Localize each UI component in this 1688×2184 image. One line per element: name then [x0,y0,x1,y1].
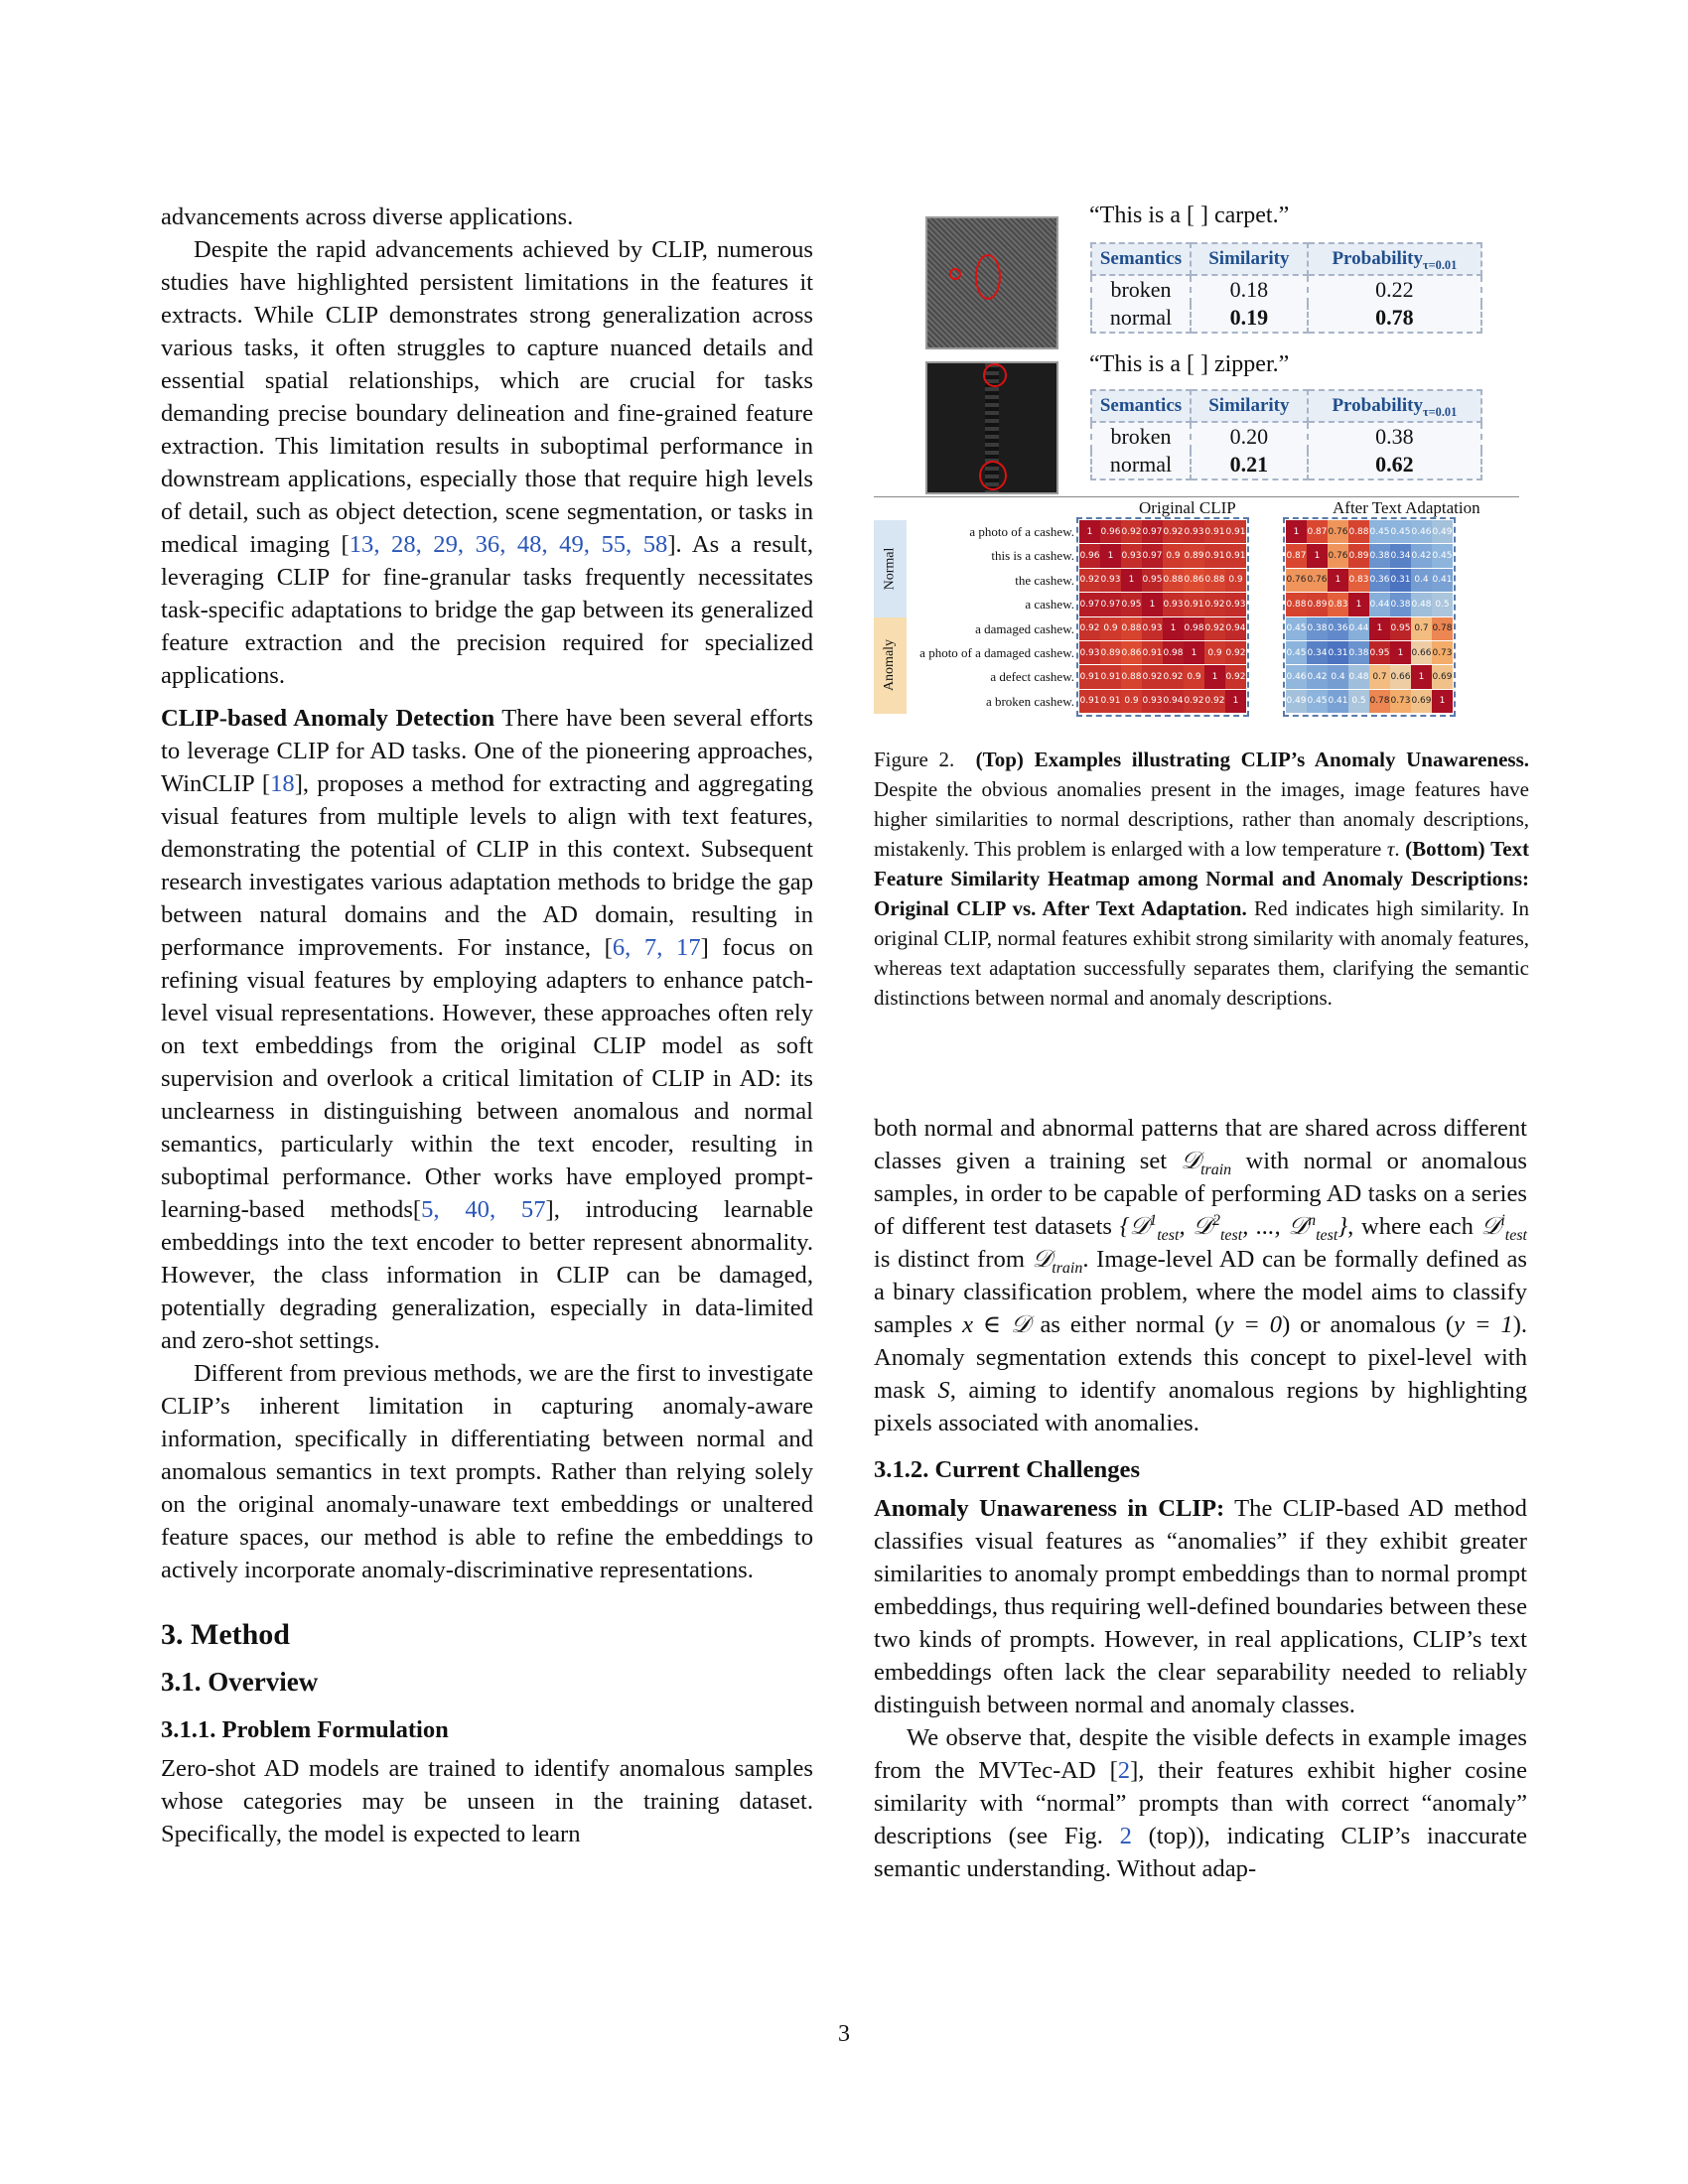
heatmap-cell-original: 0.92 [1163,520,1184,543]
heatmap-cell-adapted: 0.76 [1307,569,1328,592]
heatmap-cell-original: 0.86 [1184,569,1204,592]
paragraph: Zero-shot AD models are trained to identify anomalous samples whose categories may be unseen in the training dataset. Specifically, the model is expected to learn [161,1755,813,1847]
heatmap-cell-original: 0.88 [1121,665,1142,688]
heatmap-cell-adapted: 1 [1432,690,1453,713]
heatmap-cell-original: 0.9 [1225,569,1246,592]
heatmap-cell-adapted: 1 [1348,593,1369,615]
heatmap-cell-original: 0.9 [1184,665,1204,688]
page-number: 3 [838,2021,850,2047]
heatmap-cell-original: 0.92 [1225,665,1246,688]
heatmap-cell-adapted: 0.95 [1369,641,1390,664]
heatmap-cell-adapted: 1 [1307,544,1328,567]
heatmap-cell-adapted: 0.34 [1390,544,1411,567]
paragraph: Different from previous methods, we are the first to investigate CLIP’s inherent limitation in capturing anomaly-aware information, specifically in differentiating between normal and anomalous semantics in text prompts. Rather than relying solely on the original anomaly-unaware text embeddings or unaltered feature spaces, our method is able to refine the embeddings to actively incorporate anomaly-discriminative representations. [161,1360,813,1583]
heatmap-cell-original: 0.92 [1184,690,1204,713]
heatmap-cell-adapted: 0.5 [1432,593,1453,615]
heatmap-cell-adapted: 0.7 [1411,617,1432,640]
heatmap-cell-adapted: 0.76 [1286,569,1307,592]
heatmap-frame [1076,517,1249,717]
heatmap-group-label: Anomaly [882,639,898,692]
heatmap-cell-adapted: 0.66 [1390,665,1411,688]
heatmap-cell-original: 1 [1121,569,1142,592]
paragraph: We observe that, despite the visible defects in example images from the MVTec-AD [2], their features exhibit higher cosine similarity with “normal” prompts than with correct “anomaly” descriptions (see Fig. 2 (top)), indicating CLIP’s inaccurate semantic understanding. Without adap- [874,1724,1527,1882]
heatmap-cell-adapted: 0.87 [1307,520,1328,543]
zipper-similarity-table: Semantics Similarity Probability$_{\tau=0.01}$ broken 0.20 0.38 normal 0.21 0.62 [1090,389,1482,480]
heatmap-cell-adapted: 0.89 [1307,593,1328,615]
heatmap-group-label: Normal [882,547,898,591]
subsection-heading: 3.1. Overview [161,1667,319,1697]
right-column [874,1112,1527,1885]
col-header: Probability$_{\tau=0.01}$ [1308,243,1481,275]
heatmap-cell-original: 0.88 [1121,617,1142,640]
left-column [161,201,813,1850]
section-heading: 3. Method [161,1618,290,1651]
heatmap-cell-adapted: 0.89 [1348,544,1369,567]
heatmap-cell-original: 1 [1079,520,1100,543]
citation-link[interactable]: 6, 7, 17 [612,934,701,961]
col-header: Probability$_{\tau=0.01}$ [1308,390,1481,422]
heatmap-cell-adapted: 0.45 [1432,544,1453,567]
heatmap-cell-original: 0.93 [1142,690,1163,713]
heatmap-cell-adapted: 0.78 [1432,617,1453,640]
heatmap-cell-original: 0.91 [1225,520,1246,543]
heatmap-cell-adapted: 0.95 [1390,617,1411,640]
heatmap-cell-original: 0.89 [1184,544,1204,567]
heatmap-cell-adapted: 0.7 [1369,665,1390,688]
heatmap-cell-adapted: 0.45 [1369,520,1390,543]
heatmap-cell-original: 0.97 [1079,593,1100,615]
heatmap-cell-adapted: 1 [1390,641,1411,664]
heatmap-cell-adapted: 0.42 [1307,665,1328,688]
citation-link[interactable]: 5, 40, 57 [421,1196,546,1223]
defect-marker [949,268,961,280]
heatmap-frame [1283,517,1456,717]
zipper-prompt: “This is a [ ] zipper.” [1089,351,1290,377]
heatmap-cell-adapted: 0.41 [1328,690,1348,713]
heatmap-cell-adapted: 0.44 [1369,593,1390,615]
heatmap-cell-adapted: 0.49 [1286,690,1307,713]
heatmap-cell-adapted: 0.66 [1411,641,1432,664]
heatmap-cell-original: 0.92 [1204,593,1225,615]
heatmap-cell-original: 0.9 [1100,617,1121,640]
heatmap-cell-original: 0.93 [1142,617,1163,640]
col-header: Semantics [1091,390,1191,422]
heatmap-cell-adapted: 0.48 [1411,593,1432,615]
heatmap-cell-adapted: 0.46 [1286,665,1307,688]
heatmap-cell-original: 0.92 [1225,641,1246,664]
carpet-prompt: “This is a [ ] carpet.” [1089,203,1290,228]
heatmap-cell-original: 0.92 [1204,690,1225,713]
carpet-similarity-table: Semantics Similarity Probability$_{\tau=0.01}$ broken 0.18 0.22 normal 0.19 0.78 [1090,242,1482,334]
heatmap-cell-adapted: 0.38 [1348,641,1369,664]
carpet-image [925,216,1058,349]
heatmap-cell-original: 0.95 [1121,593,1142,615]
citation-link[interactable]: 2 [1117,1757,1131,1784]
heatmap-cell-adapted: 1 [1369,617,1390,640]
defect-marker [979,461,1007,490]
heatmap-cell-adapted: 0.45 [1286,617,1307,640]
heatmap-row-label: a photo of a damaged cashew. [919,645,1074,660]
heatmap-cell-adapted: 0.46 [1411,520,1432,543]
heatmap-cell-adapted: 0.76 [1328,544,1348,567]
paragraph: advancements across diverse applications. [161,204,574,230]
heatmap-cell-original: 0.98 [1184,617,1204,640]
heatmap-cell-original: 0.91 [1079,690,1100,713]
heatmap-cell-original: 0.97 [1100,593,1121,615]
heatmap-cell-original: 0.88 [1163,569,1184,592]
heatmap-cell-adapted: 1 [1286,520,1307,543]
heatmap-cell-original: 0.94 [1163,690,1184,713]
defect-marker [983,363,1007,387]
heatmap-row-label: the cashew. [1015,572,1074,588]
heatmap-row-label: a defect cashew. [990,669,1074,685]
heatmap-row-label: a photo of a cashew. [969,524,1074,539]
heatmap-cell-adapted: 0.69 [1432,665,1453,688]
paragraph: Despite the rapid advancements achieved by CLIP, numerous studies have highlighted persistent limitations in the features it extracts. While CLIP demonstrates strong generalization across various tasks, it often struggles to capture nuanced details and essential spatial relationships, which are crucial for tasks demanding precise boundary delineation and fine-grained feature extraction. This limitation results in suboptimal performance in downstream applications, especially those that require high levels of detail, such as object detection, scene segmentation, or tasks in medical imaging [13, 28, 29, 36, 48, 49, 55, 58]. As a result, leveraging CLIP for fine-granular tasks frequently necessitates task-specific adaptations to bridge the gap between its generalized feature extraction and the precision required for specialized applications. [161,236,813,689]
heatmap-cell-original: 0.93 [1163,593,1184,615]
heatmap-cell-original: 1 [1225,690,1246,713]
heatmap-cell-adapted: 0.87 [1286,544,1307,567]
heatmap-cell-original: 1 [1100,544,1121,567]
citation-link[interactable]: 13, 28, 29, 36, 48, 49, 55, 58 [349,531,668,558]
heatmap-cell-adapted: 0.45 [1286,641,1307,664]
figure-caption: Figure 2. (Top) Examples illustrating CLIP’s Anomaly Unawareness. Despite the obvious anomalies present in the images, image features have higher similarities to normal descriptions, rather than anomaly descriptions, mistakenly. This problem is enlarged with a low temperature τ. (Bottom) Text Feature Similarity Heatmap among Normal and Anomaly Descriptions: Original CLIP vs. After Text Adaptation. Red indicates high similarity. In original CLIP, normal features exhibit strong similarity with anomaly features, whereas text adaptation successfully separates them, clarifying the semantic distinctions between normal and anomaly descriptions. [874,748,1530,1010]
heatmap-title-original: Original CLIP [1139,498,1236,517]
heatmap-title-adapted: After Text Adaptation [1333,498,1480,517]
heatmap-cell-adapted: 0.31 [1328,641,1348,664]
heatmap-row-label: a damaged cashew. [975,620,1074,636]
heatmap-cell-original: 0.97 [1142,520,1163,543]
heatmap-cell-adapted: 1 [1411,665,1432,688]
heatmap-cell-original: 0.93 [1079,641,1100,664]
heatmap-cell-original: 0.92 [1121,520,1142,543]
heatmap-cell-original: 0.98 [1163,641,1184,664]
heatmap-cell-adapted: 0.4 [1328,665,1348,688]
heatmap-cell-adapted: 0.5 [1348,690,1369,713]
heatmap-cell-original: 0.9 [1204,641,1225,664]
subsubsection-heading: 3.1.1. Problem Formulation [161,1716,449,1743]
paragraph: CLIP-based Anomaly Detection There have been several efforts to leverage CLIP for AD tasks. One of the pioneering approaches, WinCLIP [18], proposes a method for extracting and aggregating visual features from multiple levels to align with text features, demonstrating the potential of CLIP in this context. Subsequent research investigates various adaptation methods to bridge the gap between natural domains and the AD domain, resulting in performance improvements. For instance, [6, 7, 17] focus on refining visual features by employing adapters to enhance patch-level visual representations. However, these approaches often rely on text embeddings from the original CLIP model as soft supervision and overlook a critical limitation of CLIP in AD: its unclearness in distinguishing between anomalous and normal semantics, particularly within the text encoder, resulting in suboptimal performance. Other works have employed prompt-learning-based methods[5, 40, 57], introducing learnable embeddings into the text encoder to better represent abnormality. However, the class information in CLIP can be damaged, potentially degrading generalization, especially in data-limited and zero-shot settings. [161,705,814,1354]
heatmap-cell-original: 0.92 [1079,569,1100,592]
heatmap-cell-adapted: 0.36 [1328,617,1348,640]
col-header: Similarity [1191,243,1308,275]
heatmap-cell-adapted: 0.42 [1411,544,1432,567]
citation-link[interactable]: 2 [1119,1823,1132,1849]
heatmap-cell-original: 1 [1163,617,1184,640]
heatmap-cell-adapted: 0.4 [1411,569,1432,592]
heatmap-cell-original: 0.91 [1079,665,1100,688]
col-header: Similarity [1191,390,1308,422]
heatmap-cell-original: 0.91 [1204,544,1225,567]
heatmap-cell-adapted: 0.45 [1390,520,1411,543]
heatmap-cell-original: 0.92 [1204,617,1225,640]
heatmap-cell-adapted: 0.41 [1432,569,1453,592]
defect-marker [975,254,1001,300]
heatmap-cell-original: 0.91 [1100,690,1121,713]
heatmap-cell-original: 0.95 [1142,569,1163,592]
heatmap-cell-original: 0.93 [1225,593,1246,615]
figure-separator [874,496,1519,497]
heatmap-cell-original: 0.97 [1142,544,1163,567]
heatmap-cell-original: 0.96 [1100,520,1121,543]
paragraph: Anomaly Unawareness in CLIP: The CLIP-based AD method classifies visual features as “anomalies” if they exhibit greater similarities to anomaly prompt embeddings than to normal prompt embeddings, thus requiring well-defined boundaries between these two kinds of prompts. However, in real applications, CLIP’s text embeddings often lack the clear separability needed to reliably distinguish between normal and anomaly classes. [874,1495,1527,1718]
heatmap-cell-adapted: 1 [1328,569,1348,592]
heatmap-cell-adapted: 0.49 [1432,520,1453,543]
subsubsection-heading: 3.1.2. Current Challenges [874,1456,1141,1483]
heatmap-cell-original: 0.93 [1184,520,1204,543]
heatmap-cell-adapted: 0.34 [1307,641,1328,664]
heatmap-cell-original: 0.9 [1163,544,1184,567]
heatmap-cell-original: 0.92 [1142,665,1163,688]
heatmap-cell-original: 0.96 [1079,544,1100,567]
heatmap-cell-adapted: 0.73 [1432,641,1453,664]
heatmap-cell-adapted: 0.38 [1390,593,1411,615]
heatmap-cell-adapted: 0.83 [1328,593,1348,615]
heatmap-cell-original: 1 [1204,665,1225,688]
heatmap-cell-original: 0.91 [1142,641,1163,664]
heatmap-cell-original: 0.89 [1100,641,1121,664]
heatmap-cell-adapted: 0.69 [1411,690,1432,713]
heatmap-cell-adapted: 0.36 [1369,569,1390,592]
heatmap-cell-original: 1 [1142,593,1163,615]
heatmap-cell-adapted: 0.76 [1328,520,1348,543]
heatmap-cell-adapted: 0.38 [1369,544,1390,567]
paragraph-heading: Anomaly Unawareness in CLIP: [874,1495,1225,1522]
zipper-image [925,361,1058,494]
heatmap-cell-adapted: 0.31 [1390,569,1411,592]
heatmap-row-label: a broken cashew. [985,693,1074,709]
heatmap-cell-original: 0.92 [1163,665,1184,688]
heatmap-cell-original: 1 [1184,641,1204,664]
heatmap-cell-adapted: 0.83 [1348,569,1369,592]
heatmap-row-label: a cashew. [1025,597,1074,613]
heatmap-cell-original: 0.91 [1100,665,1121,688]
heatmap-cell-original: 0.93 [1100,569,1121,592]
figure-2 [874,201,1530,1010]
heatmap-cell-adapted: 0.78 [1369,690,1390,713]
heatmap-cell-original: 0.9 [1121,690,1142,713]
heatmap-cell-adapted: 0.88 [1348,520,1369,543]
heatmap-cell-adapted: 0.88 [1286,593,1307,615]
heatmap-cell-original: 0.94 [1225,617,1246,640]
heatmap-cell-original: 0.93 [1121,544,1142,567]
heatmap-cell-adapted: 0.45 [1307,690,1328,713]
heatmap-cell-original: 0.88 [1204,569,1225,592]
heatmap-cell-adapted: 0.73 [1390,690,1411,713]
heatmap-cell-adapted: 0.44 [1348,617,1369,640]
heatmap-cell-adapted: 0.48 [1348,665,1369,688]
heatmap-row-label: this is a cashew. [991,548,1074,564]
heatmap-cell-original: 0.91 [1204,520,1225,543]
paragraph-heading: CLIP-based Anomaly Detection [161,705,495,732]
heatmap-cell-original: 0.91 [1184,593,1204,615]
heatmap-cell-original: 0.91 [1225,544,1246,567]
paragraph: both normal and abnormal patterns that are shared across different classes given a training set 𝒟$_{train}$ with normal or anomalous samples, in order to be capable of performing AD tasks on a series of different test datasets {𝒟$^1_{test}$, 𝒟$^2_{test}$, ..., 𝒟$^n_{test}$}, where each 𝒟$^i_{test}$ is distinct from 𝒟$_{train}$. Image-level AD can be formally defined as a binary classification problem, where the model aims to classify samples x ∈ 𝒟 as either normal (y = 0) or anomalous (y = 1). Anomaly segmentation extends this concept to pixel-level with mask S, aiming to identify anomalous regions by highlighting pixels associated with anomalies. [874,1115,1528,1436]
citation-link[interactable]: 18 [270,770,295,797]
heatmap-cell-original: 0.86 [1121,641,1142,664]
heatmap-cell-adapted: 0.38 [1307,617,1328,640]
heatmap-cell-original: 0.92 [1079,617,1100,640]
col-header: Semantics [1091,243,1191,275]
